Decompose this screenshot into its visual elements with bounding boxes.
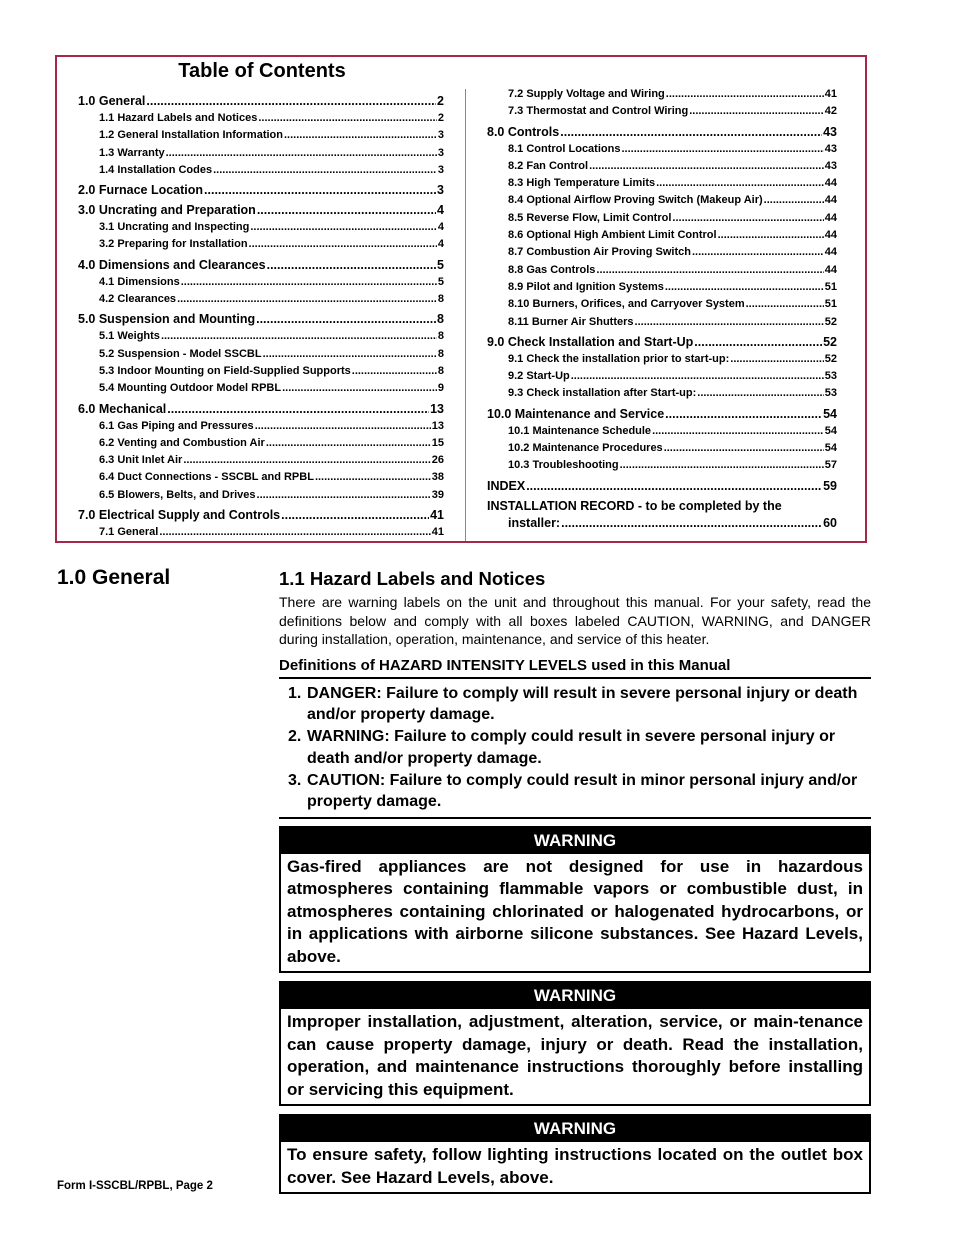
- toc-entry[interactable]: 3.2 Preparing for Installation ..... 4: [78, 236, 444, 253]
- toc-entry[interactable]: 6.5 Blowers, Belts, and Drives ..... 39: [78, 487, 444, 504]
- toc-entry[interactable]: 2.0 Furnace Location ..... 3: [78, 182, 444, 199]
- toc-entry[interactable]: 5.1 Weights ..... 8: [78, 328, 444, 345]
- toc-entry-line: installer:: [508, 515, 561, 530]
- toc-title: Table of Contents: [178, 60, 346, 82]
- warning-label: WARNING: [281, 828, 869, 854]
- toc-entry[interactable]: 5.3 Indoor Mounting on Field-Supplied Supports ..... 8: [78, 363, 444, 380]
- toc-left-column: [78, 90, 444, 541]
- warning-text: To ensure safety, follow lighting instructions located on the outlet box cover. See Hazard Levels, above.: [287, 1145, 863, 1187]
- intro-paragraph: There are warning labels on the unit and throughout this manual. For your safety, read the definitions below and comply with all boxes labeled CAUTION, WARNING, and DANGER during installation, operation, maintenance, and service of this heater.: [279, 594, 871, 647]
- toc-entry[interactable]: 8.5 Reverse Flow, Limit Control ..... 44: [487, 210, 837, 227]
- toc-entry[interactable]: 3.1 Uncrating and Inspecting ..... 4: [78, 219, 444, 236]
- warning-box: [279, 981, 871, 1106]
- toc-column-divider: [465, 89, 466, 541]
- table-of-contents: [55, 55, 867, 543]
- toc-right-column: [487, 86, 837, 532]
- toc-entry[interactable]: 5.4 Mounting Outdoor Model RPBL ..... 9: [78, 380, 444, 397]
- toc-entry[interactable]: 8.0 Controls ..... 43: [487, 124, 837, 141]
- toc-entry[interactable]: 7.3 Thermostat and Control Wiring ..... 42: [487, 103, 837, 120]
- toc-entry[interactable]: 9.3 Check installation after Start-up: ..... 53: [487, 385, 837, 402]
- toc-entry[interactable]: 6.3 Unit Inlet Air ..... 26: [78, 452, 444, 469]
- toc-entry[interactable]: 4.0 Dimensions and Clearances ..... 5: [78, 257, 444, 274]
- warning-box: [279, 1114, 871, 1194]
- toc-entry[interactable]: 10.0 Maintenance and Service ..... 54: [487, 406, 837, 423]
- toc-entry[interactable]: 9.1 Check the installation prior to start-up: ..... 52: [487, 351, 837, 368]
- warning-box: [279, 826, 871, 974]
- toc-entry[interactable]: 8.1 Control Locations ..... 43: [487, 141, 837, 158]
- toc-entry[interactable]: 1.2 General Installation Information ..... 3: [78, 127, 444, 144]
- toc-entry[interactable]: 10.3 Troubleshooting ..... 57: [487, 457, 837, 474]
- toc-entry[interactable]: 8.6 Optional High Ambient Limit Control ..... 44: [487, 227, 837, 244]
- toc-entry[interactable]: 3.0 Uncrating and Preparation ..... 4: [78, 202, 444, 219]
- toc-entry-installation-record[interactable]: [487, 498, 837, 532]
- toc-entry[interactable]: 8.10 Burners, Orifices, and Carryover System ..... 51: [487, 296, 837, 313]
- hazard-levels-list: [279, 683, 871, 813]
- toc-entry[interactable]: 8.8 Gas Controls ..... 44: [487, 262, 837, 279]
- toc-entry[interactable]: 8.3 High Temperature Limits ..... 44: [487, 175, 837, 192]
- toc-entry[interactable]: 7.1 General ..... 41: [78, 524, 444, 541]
- toc-entry-line: INSTALLATION RECORD - to be completed by the: [487, 498, 782, 513]
- toc-entry[interactable]: 7.0 Electrical Supply and Controls ..... 41: [78, 507, 444, 524]
- toc-entry[interactable]: 8.9 Pilot and Ignition Systems ..... 51: [487, 279, 837, 296]
- toc-entry[interactable]: 10.1 Maintenance Schedule ..... 54: [487, 423, 837, 440]
- toc-entry[interactable]: 5.2 Suspension - Model SSCBL ..... 8: [78, 346, 444, 363]
- definitions-heading: Definitions of HAZARD INTENSITY LEVELS used in this Manual: [279, 656, 871, 679]
- warning-label: WARNING: [281, 1116, 869, 1142]
- warning-label: WARNING: [281, 983, 869, 1009]
- toc-entry[interactable]: 6.1 Gas Piping and Pressures ..... 13: [78, 418, 444, 435]
- toc-entry[interactable]: 4.1 Dimensions ..... 5: [78, 274, 444, 291]
- toc-entry[interactable]: 7.2 Supply Voltage and Wiring ..... 41: [487, 86, 837, 103]
- toc-entry[interactable]: 6.0 Mechanical ..... 13: [78, 401, 444, 418]
- toc-entry[interactable]: 1.1 Hazard Labels and Notices ..... 2: [78, 110, 444, 127]
- subsection-title: 1.1 Hazard Labels and Notices: [279, 568, 546, 589]
- toc-entry[interactable]: 4.2 Clearances ..... 8: [78, 291, 444, 308]
- toc-entry[interactable]: INDEX ..... 59: [487, 478, 837, 495]
- toc-entry[interactable]: 1.4 Installation Codes ..... 3: [78, 162, 444, 179]
- hazard-level-danger: 1. DANGER: Failure to comply will result in severe personal injury or death and/or property damage.: [288, 684, 858, 723]
- warning-text: Gas-fired appliances are not designed for use in hazardous atmospheres containing flammable vapors or combustible dust, in atmospheres containing chlorinated or halogenated hydrocarbons, or in applications with airborne silicone substances. See Hazard Levels, above.: [287, 856, 863, 966]
- toc-entry[interactable]: 9.2 Start-Up ..... 53: [487, 368, 837, 385]
- page-footer: Form I-SSCBL/RPBL, Page 2: [57, 1180, 213, 1192]
- toc-entry-page: 60: [823, 515, 837, 530]
- toc-entry[interactable]: 1.0 General ..... 2: [78, 93, 444, 110]
- toc-entry[interactable]: 6.4 Duct Connections - SSCBL and RPBL ..... 38: [78, 469, 444, 486]
- divider: [279, 817, 871, 819]
- toc-entry[interactable]: 8.2 Fan Control ..... 43: [487, 158, 837, 175]
- toc-entry[interactable]: 8.4 Optional Airflow Proving Switch (Makeup Air) ..... 44: [487, 192, 837, 209]
- toc-entry[interactable]: 1.3 Warranty ..... 3: [78, 145, 444, 162]
- hazard-level-warning: 2. WARNING: Failure to comply could result in severe personal injury or death and/or property damage.: [288, 728, 836, 767]
- section-title: 1.0 General: [57, 566, 171, 589]
- toc-entry[interactable]: 10.2 Maintenance Procedures ..... 54: [487, 440, 837, 457]
- toc-entry[interactable]: 8.11 Burner Air Shutters ..... 52: [487, 314, 837, 331]
- toc-entry[interactable]: 8.7 Combustion Air Proving Switch ..... 44: [487, 244, 837, 261]
- toc-entry[interactable]: 9.0 Check Installation and Start-Up ..... 52: [487, 334, 837, 351]
- main-content: [279, 567, 871, 1194]
- hazard-level-caution: 3. CAUTION: Failure to comply could result in minor personal injury and/or property damage.: [288, 771, 858, 810]
- toc-entry[interactable]: 6.2 Venting and Combustion Air ..... 15: [78, 435, 444, 452]
- warning-text: Improper installation, adjustment, alteration, service, or main-tenance can cause property damage, injury or death. Read the installation, operation, and maintenance instructions thoroughly before installing or servicing this equipment.: [287, 1012, 863, 1099]
- toc-entry[interactable]: 5.0 Suspension and Mounting ..... 8: [78, 311, 444, 328]
